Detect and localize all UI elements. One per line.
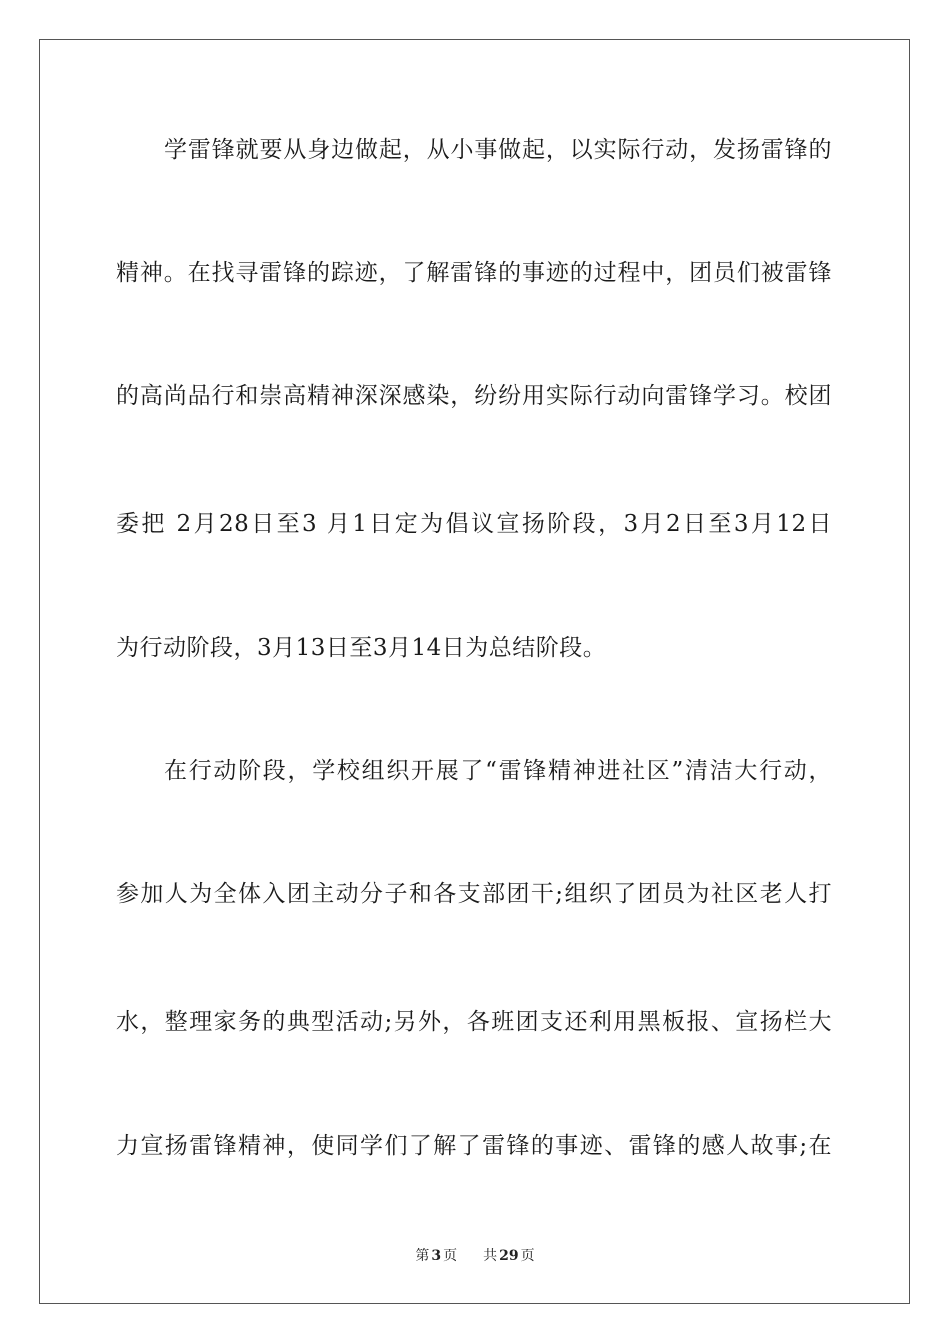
paragraph-1-line-2: 精神。在找寻雷锋的踪迹，了解雷锋的事迹的过程中，团员们被雷锋 <box>116 260 832 286</box>
paragraph-2-line-4: 力宣扬雷锋精神，使同学们了解了雷锋的事迹、雷锋的感人故事;在 <box>116 1133 832 1159</box>
paragraph-2-line-1: 在行动阶段，学校组织开展了“雷锋精神进社区”清洁大行动， <box>164 758 832 784</box>
paragraph-2-line-3: 水，整理家务的典型活动;另外，各班团支还利用黑板报、宣扬栏大 <box>116 1009 832 1035</box>
current-page-number: 3 <box>431 1248 442 1264</box>
page-border <box>39 39 910 1304</box>
paragraph-1-line-4: 委把 2月28日至3 月1日定为倡议宣扬阶段，3月2日至3月12日 <box>116 511 832 537</box>
total-pages-label: 共 29 页 <box>483 1248 535 1264</box>
paragraph-1-line-1: 学雷锋就要从身边做起，从小事做起，以实际行动，发扬雷锋的 <box>164 137 832 163</box>
page-footer <box>0 1246 950 1266</box>
paragraph-1-line-5: 为行动阶段，3月13日至3月14日为总结阶段。 <box>116 635 607 661</box>
total-page-number: 29 <box>499 1248 519 1264</box>
paragraph-1-line-3: 的高尚品行和崇高精神深深感染，纷纷用实际行动向雷锋学习。校团 <box>116 383 832 409</box>
paragraph-2-line-2: 参加人为全体入团主动分子和各支部团干;组织了团员为社区老人打 <box>116 881 832 907</box>
page-number-label: 第 3 页 <box>415 1248 458 1264</box>
